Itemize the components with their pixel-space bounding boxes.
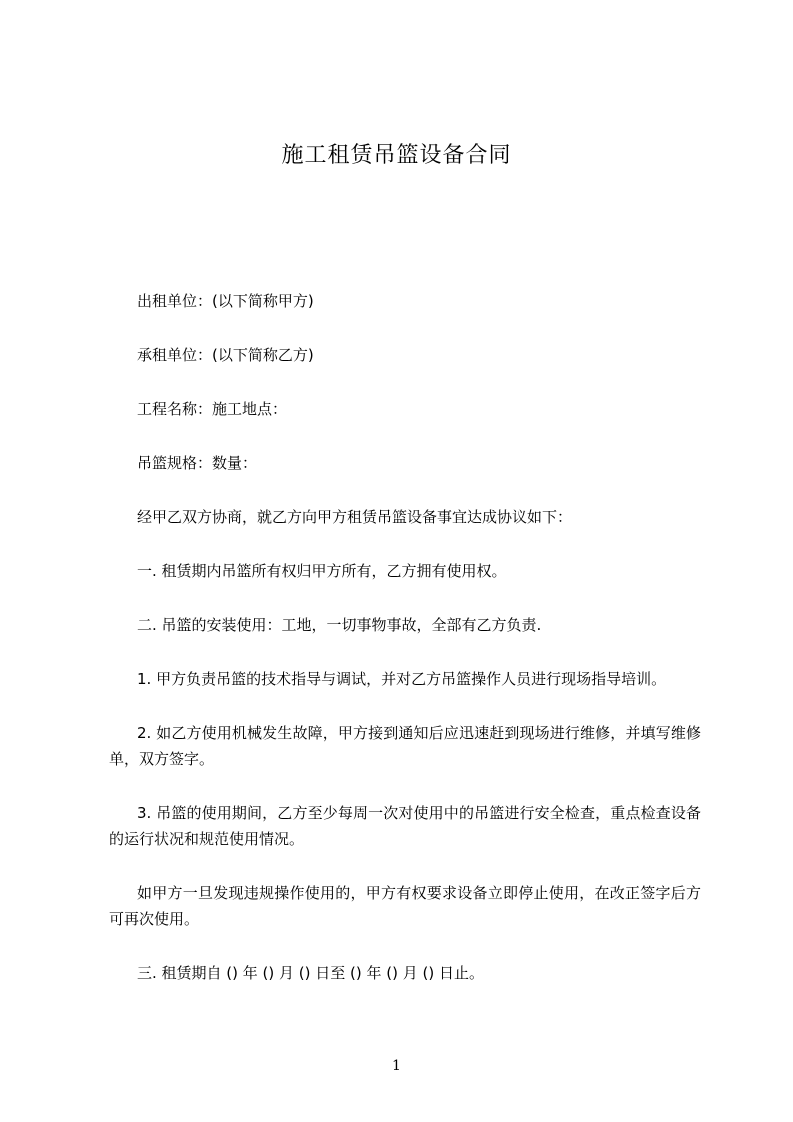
paragraph-lessee: 承租单位：(以下简称乙方) xyxy=(137,346,314,364)
paragraph-intro: 经甲乙双方协商，就乙方向甲方租赁吊篮设备事宜达成协议如下： xyxy=(137,508,573,526)
paragraph-clause-1: 一. 租赁期内吊篮所有权归甲方所有，乙方拥有使用权。 xyxy=(137,562,507,580)
paragraph-item-3: 3. 吊篮的使用期间，乙方至少每周一次对使用中的吊篮进行安全检查，重点检查设备的运行状况和规范使用情况。 xyxy=(109,804,701,848)
paragraph-spec: 吊篮规格：数量： xyxy=(137,454,258,472)
paragraph-clause-3: 三. 租赁期自 () 年 () 月 () 日至 () 年 () 月 () 日止。 xyxy=(137,964,484,982)
paragraph-item-1: 1. 甲方负责吊篮的技术指导与调试，并对乙方吊篮操作人员进行现场指导培训。 xyxy=(137,670,667,688)
paragraph-violation: 如甲方一旦发现违规操作使用的，甲方有权要求设备立即停止使用，在改正签字后方可再次使用。 xyxy=(109,884,701,928)
paragraph-lessor: 出租单位：(以下简称甲方) xyxy=(137,292,314,310)
paragraph-item-2: 2. 如乙方使用机械发生故障，甲方接到通知后应迅速赶到现场进行维修，并填写维修单，双方签字。 xyxy=(109,724,701,768)
paragraph-project: 工程名称：施工地点： xyxy=(137,400,288,418)
document-body xyxy=(109,288,701,986)
document-title: 施工租赁吊篮设备合同 xyxy=(281,143,512,168)
page-number: 1 xyxy=(392,1058,401,1074)
paragraph-clause-2: 二. 吊篮的安装使用：工地，一切事物事故，全部有乙方负责. xyxy=(137,616,542,634)
